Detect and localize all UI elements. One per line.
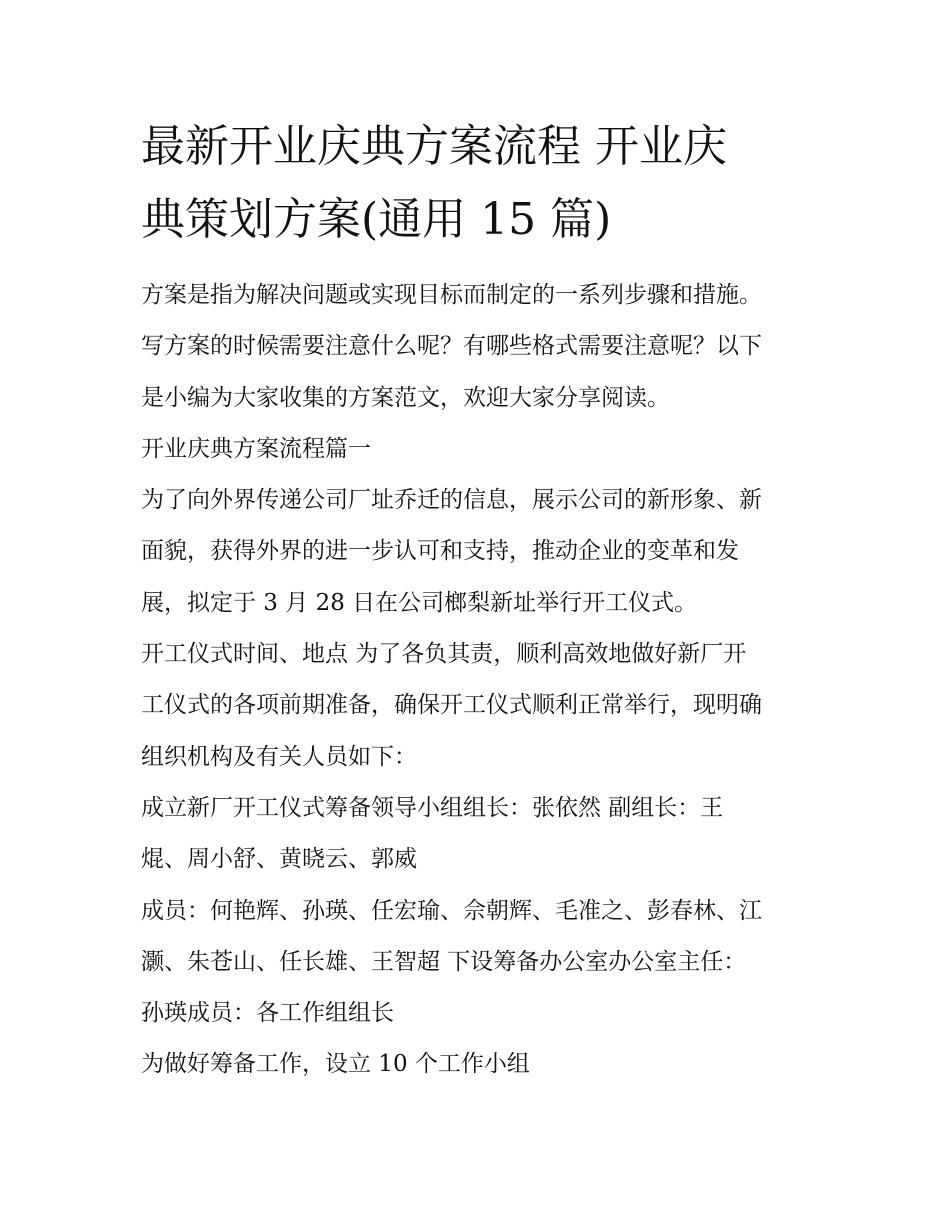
body-line: 工仪式的各项前期准备，确保开工仪式顺利正常举行，现明确: [141, 692, 762, 719]
body-line: 为做好筹备工作，设立 10 个工作小组: [141, 1051, 530, 1078]
body-line: 成员：何艳辉、孙瑛、任宏瑜、佘朝辉、毛准之、彭春林、江: [141, 897, 762, 924]
title-line-2: 典策划方案(通用 15 篇): [141, 194, 612, 245]
body-line: 灏、朱苍山、任长雄、王智超 下设筹备办公室办公室主任：: [141, 948, 747, 975]
section-heading: 开业庆典方案流程篇一: [141, 435, 371, 462]
body-line: 组织机构及有关人员如下：: [141, 743, 417, 770]
body-line: 方案是指为解决问题或实现目标而制定的一系列步骤和措施。: [141, 282, 762, 308]
body-line: 为了向外界传递公司厂址乔迁的信息，展示公司的新形象、新: [141, 487, 762, 514]
body-line: 开工仪式时间、地点 为了各负其责，顺利高效地做好新厂开: [141, 641, 747, 668]
body-line: 孙瑛成员：各工作组组长: [141, 1000, 394, 1027]
document-page: [141, 110, 816, 1091]
title-line-1: 最新开业庆典方案流程 开业庆: [141, 121, 727, 172]
body-line: 成立新厂开工仪式筹备领导小组组长：张依然 副组长：王: [141, 794, 724, 821]
document-body: [141, 270, 816, 1091]
body-line: 面貌，获得外界的进一步认可和支持，推动企业的变革和发: [141, 538, 739, 565]
body-line: 焜、周小舒、黄晓云、郭威: [141, 846, 417, 873]
body-line: 展，拟定于 3 月 28 日在公司榔梨新址举行开工仪式。: [141, 589, 698, 616]
body-line: 是小编为大家收集的方案范文，欢迎大家分享阅读。: [141, 384, 670, 411]
document-title: [141, 110, 816, 256]
body-line: 写方案的时候需要注意什么呢？有哪些格式需要注意呢？以下: [141, 333, 762, 360]
